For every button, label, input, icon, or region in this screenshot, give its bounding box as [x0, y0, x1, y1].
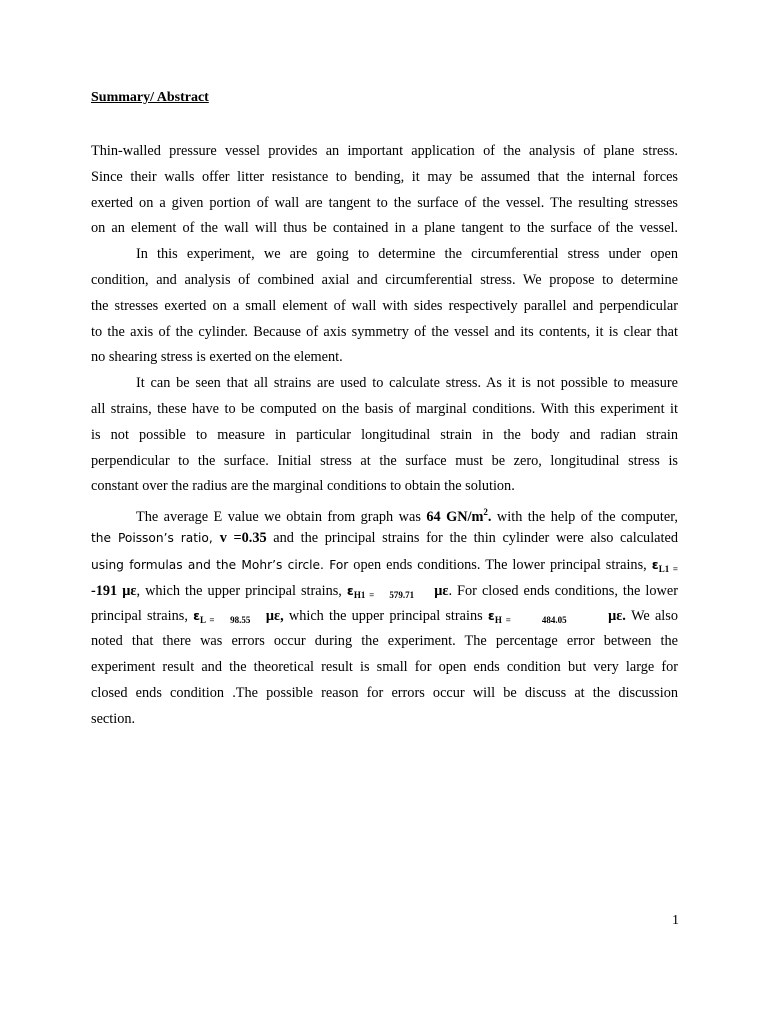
- subscript-h: H =: [494, 615, 511, 626]
- l-strain-value: 98.55: [230, 615, 251, 626]
- paragraph-3-line-1: It can be seen that all strains are used to calculate stress. As it is not possible to measure: [136, 375, 678, 392]
- paragraph-4-line-3: [91, 552, 678, 578]
- text: . For closed ends conditions, the lower: [448, 582, 678, 599]
- epsilon-symbol: ε: [651, 556, 659, 572]
- text: principal strains,: [91, 608, 194, 625]
- subscript-l: L =: [200, 615, 215, 626]
- paragraph-1-line-4: on an element of the wall will thus be contained in a plane tangent to the surface of the vessel.: [91, 220, 678, 237]
- paragraph-4-line-5: [91, 603, 678, 629]
- paragraph-2-line-3: the stresses exerted on a small element of wall with sides respectively parallel and perpendicular: [91, 297, 678, 314]
- text: The average E value we obtain from graph was: [136, 509, 427, 526]
- subscript-h1: H1 =: [353, 589, 375, 600]
- epsilon-symbol: ε: [193, 608, 201, 624]
- text: open ends conditions. The lower principal strains,: [348, 556, 652, 573]
- subscript-l1: L1 =: [658, 563, 678, 574]
- paragraph-3-line-5: constant over the radius are the marginal conditions to obtain the solution.: [91, 478, 515, 495]
- epsilon-symbol: ε: [346, 582, 354, 598]
- text: with the help of the computer,: [491, 509, 679, 526]
- text: and the principal strains for the thin cylinder were also calculated: [266, 529, 678, 546]
- abstract-body: [91, 139, 678, 732]
- paragraph-1-line-3: exerted on a given portion of wall are tangent to the surface of the vessel. The resulting stresses: [91, 194, 678, 211]
- paragraph-1-line-1: Thin-walled pressure vessel provides an important application of the analysis of plane stress.: [91, 143, 678, 159]
- paragraph-4-line-8: closed ends condition .The possible reason for errors occur will be discuss at the discussion: [91, 684, 678, 701]
- paragraph-2-line-5: no shearing stress is exerted on the element.: [91, 349, 343, 366]
- h-strain-value: 484.05: [541, 615, 567, 626]
- text: the Poisson’s ratio,: [91, 530, 220, 545]
- paragraph-4-line-1: [91, 500, 678, 526]
- epsilon-symbol: ε: [487, 608, 495, 624]
- paragraph-4-line-9: section.: [91, 710, 136, 727]
- h1-strain-value: 579.71: [389, 589, 415, 600]
- e-unit-superscript: 2: [483, 507, 488, 518]
- paragraph-2-line-1: In this experiment, we are going to determine the circumferential stress under open: [136, 246, 678, 263]
- paragraph-4-line-4: [91, 578, 678, 604]
- paragraph-4-line-7: experiment result and the theoretical result is small for open ends condition but very large for: [91, 658, 678, 675]
- l1-strain-value: -191 με: [91, 582, 137, 599]
- page-number: 1: [672, 913, 679, 928]
- micro-strain-unit: με.: [608, 608, 626, 625]
- text: We also: [625, 608, 678, 625]
- text: using formulas and the Mohr’s circle. For: [91, 557, 349, 572]
- paragraph-2-line-2: condition, and analysis of combined axial and circumferential stress. We propose to determine: [91, 271, 678, 288]
- text: which the upper principal strains: [283, 608, 488, 625]
- paragraph-4-line-2: [91, 526, 678, 552]
- e-dot: .: [487, 509, 492, 526]
- paragraph-1-line-2: Since their walls offer litter resistance to bending, it may be assumed that the internal forces: [91, 168, 678, 185]
- micro-strain-unit: με,: [265, 608, 284, 625]
- paragraph-2-line-4: to the axis of the cylinder. Because of axis symmetry of the vessel and its contents, it is clear that: [91, 323, 678, 340]
- text: , which the upper principal strains,: [136, 582, 347, 599]
- micro-strain-unit: με: [434, 582, 449, 599]
- poisson-value: v =0.35: [219, 529, 267, 546]
- paragraph-4-line-6: noted that there was errors occur during the experiment. The percentage error between the: [91, 633, 678, 650]
- paragraph-3-line-2: all strains, these have to be computed on the basis of marginal conditions. With this experiment it: [91, 400, 678, 417]
- paragraph-3-line-4: perpendicular to the surface. Initial stress at the surface must be zero, longitudinal stress is: [91, 452, 678, 469]
- paragraph-3-line-3: is not possible to measure in particular longitudinal strain in the body and radian strain: [91, 426, 678, 443]
- section-heading: Summary/ Abstract: [91, 90, 209, 105]
- e-value: 64 GN/m: [426, 509, 484, 526]
